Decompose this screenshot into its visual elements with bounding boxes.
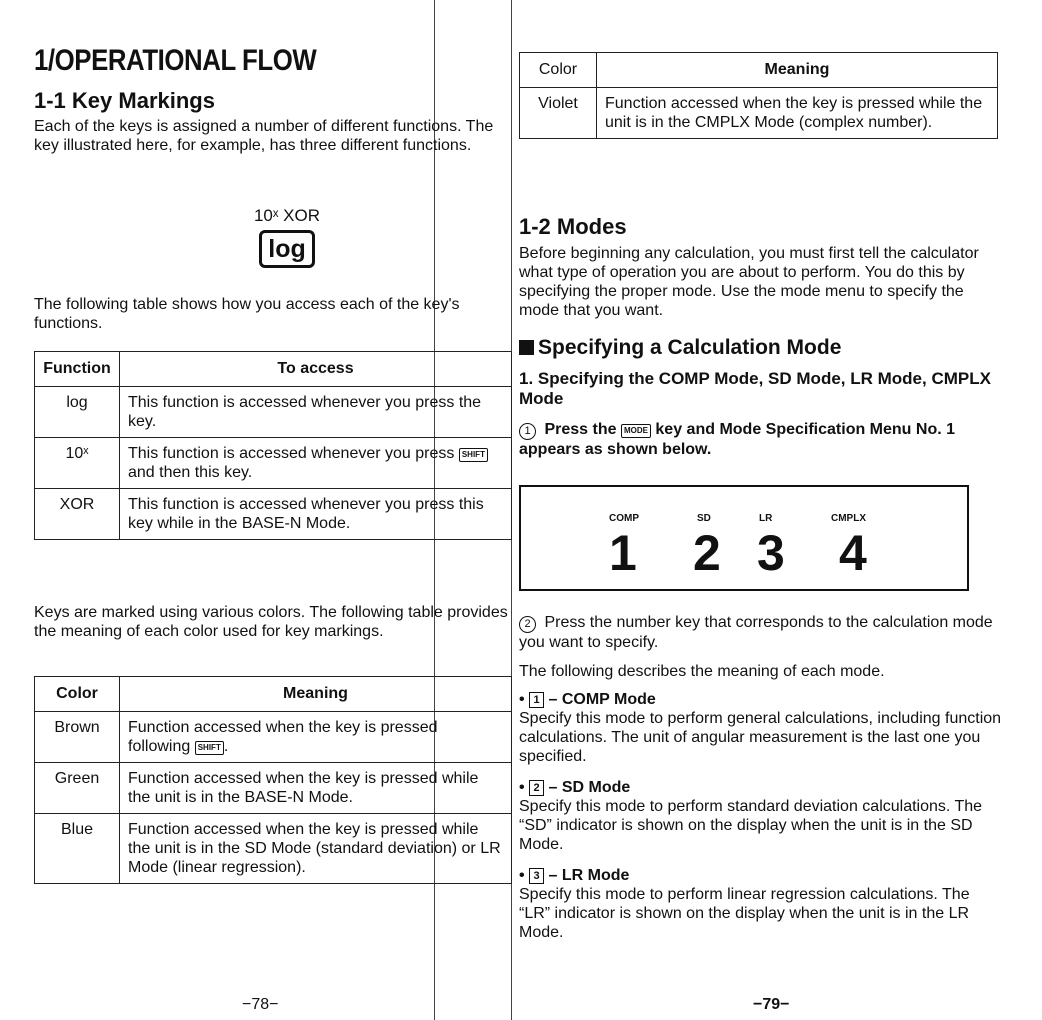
meaning-text-before: Function accessed when the key is pressed following xyxy=(128,719,438,755)
mode-name: – SD Mode xyxy=(548,779,631,796)
mode-description: Specify this mode to perform general calculations, including function calculations. The unit of angular measurement is the last one you specified. xyxy=(519,710,1002,765)
column-header-function: Function xyxy=(35,352,120,387)
page-number-left: −78− xyxy=(242,996,279,1013)
table-row xyxy=(35,438,512,489)
subsection-title xyxy=(519,336,841,360)
square-bullet-icon xyxy=(519,340,534,355)
color-cell: Brown xyxy=(35,712,120,763)
key-markings-intro: Each of the keys is assigned a number of different functions. The key illustrated here, for example, has three different functions. xyxy=(34,118,494,154)
shift-key-icon: SHIFT xyxy=(459,448,488,462)
number-key-icon: 2 xyxy=(529,780,544,796)
function-cell: 10ˣ xyxy=(35,438,120,489)
table-row xyxy=(35,712,512,763)
mode-description: Specify this mode to perform standard deviation calculations. The “SD” indicator is shown on the display when the unit is in the SD Mode. xyxy=(519,798,983,853)
table-row xyxy=(35,763,512,814)
table-row xyxy=(35,489,512,540)
circled-number-icon: 1 xyxy=(519,423,536,440)
meaning-cell: Function accessed when the key is pressed while the unit is in the CMPLX Mode (complex number). xyxy=(597,88,998,139)
meaning-cell: Function accessed when the key is pressed while the unit is in the SD Mode (standard deviation) or LR Mode (linear regression). xyxy=(120,814,512,884)
function-cell: log xyxy=(35,387,120,438)
table-row xyxy=(520,88,998,139)
access-cell: This function is accessed whenever you press this key while in the BASE-N Mode. xyxy=(120,489,512,540)
display-mode-number: 3 xyxy=(757,525,785,581)
column-header-color: Color xyxy=(35,677,120,712)
mode-lr xyxy=(519,866,1002,942)
table-header-row xyxy=(520,53,998,88)
step-a-text-after: key and Mode Specification Menu No. 1 appears as shown below. xyxy=(519,421,956,458)
display-mode-number: 4 xyxy=(839,525,867,581)
table-header-row xyxy=(35,352,512,387)
modes-intro: Before beginning any calculation, you must first tell the calculator what type of operation you are about to perform. You do this by specifying the proper mode. Use the mode menu to specify the mode that you want. xyxy=(519,245,979,319)
mode-key-icon: MODE xyxy=(621,424,651,438)
log-key-figure xyxy=(232,206,342,268)
color-cell: Green xyxy=(35,763,120,814)
access-cell: This function is accessed whenever you press the key. xyxy=(120,387,512,438)
access-cell xyxy=(120,438,512,489)
meaning-text-after: . xyxy=(223,738,229,755)
display-mode-number: 2 xyxy=(693,525,721,581)
table-header-row xyxy=(35,677,512,712)
meaning-cell: Function accessed when the key is pressed while the unit is in the BASE-N Mode. xyxy=(120,763,512,814)
display-mode-number: 1 xyxy=(609,525,637,581)
mode-heading: • 3 – LR Mode xyxy=(519,867,630,884)
section-title-modes: 1-2 Modes xyxy=(519,214,627,239)
mode-comp xyxy=(519,690,1002,766)
circled-number-icon: 2 xyxy=(519,616,536,633)
access-text-after: and then this key. xyxy=(128,464,253,481)
color-cell: Violet xyxy=(520,88,597,139)
function-access-table xyxy=(34,351,512,540)
mode-name: – COMP Mode xyxy=(548,691,656,708)
step-a xyxy=(519,420,1002,459)
number-key-icon: 1 xyxy=(529,692,544,708)
function-table-intro: The following table shows how you access each of the key's functions. xyxy=(34,296,460,332)
key-upper-label: 10ˣ XOR xyxy=(253,206,321,225)
access-text-before: This function is accessed whenever you press xyxy=(128,445,455,462)
color-meaning-table xyxy=(34,676,512,884)
column-header-meaning: Meaning xyxy=(597,53,998,88)
display-mode-label: COMP xyxy=(609,513,639,524)
display-mode-label: SD xyxy=(697,513,711,524)
column-header-meaning: Meaning xyxy=(120,677,512,712)
color-meaning-table-continued xyxy=(519,52,998,139)
log-key: log xyxy=(259,230,315,268)
mode-heading: • 2 – SD Mode xyxy=(519,779,631,796)
shift-key-icon: SHIFT xyxy=(195,741,224,755)
number-key-icon: 3 xyxy=(529,868,544,884)
step-heading: 1. Specifying the COMP Mode, SD Mode, LR Mode, CMPLX Mode xyxy=(519,369,991,408)
section-title-key-markings: 1-1 Key Markings xyxy=(34,88,215,113)
subsection-title-text: Specifying a Calculation Mode xyxy=(538,336,842,359)
table-row xyxy=(35,387,512,438)
mode-heading: • 1 – COMP Mode xyxy=(519,691,656,708)
step-a-text-before: Press the xyxy=(544,421,617,438)
display-mode-label: LR xyxy=(759,513,773,524)
display-mode-label: CMPLX xyxy=(831,513,866,524)
page-number-right: −79− xyxy=(753,996,790,1013)
function-cell: XOR xyxy=(35,489,120,540)
mode-sd xyxy=(519,778,1002,854)
column-header-to-access: To access xyxy=(120,352,512,387)
mode-description: Specify this mode to perform linear regression calculations. The “LR” indicator is shown on the display when the unit is in the LR Mode. xyxy=(519,886,970,941)
chapter-title: 1/OPERATIONAL FLOW xyxy=(34,44,317,77)
table-row xyxy=(35,814,512,884)
modes-description-intro: The following describes the meaning of each mode. xyxy=(519,663,885,680)
column-header-color: Color xyxy=(520,53,597,88)
step-b-text: Press the number key that corresponds to the calculation mode you want to specify. xyxy=(519,614,993,651)
mode-menu-display xyxy=(519,485,969,591)
color-cell: Blue xyxy=(35,814,120,884)
colors-intro: Keys are marked using various colors. The following table provides the meaning of each color used for key markings. xyxy=(34,604,508,640)
mode-name: – LR Mode xyxy=(548,867,630,884)
step-b xyxy=(519,613,1002,652)
meaning-cell xyxy=(120,712,512,763)
